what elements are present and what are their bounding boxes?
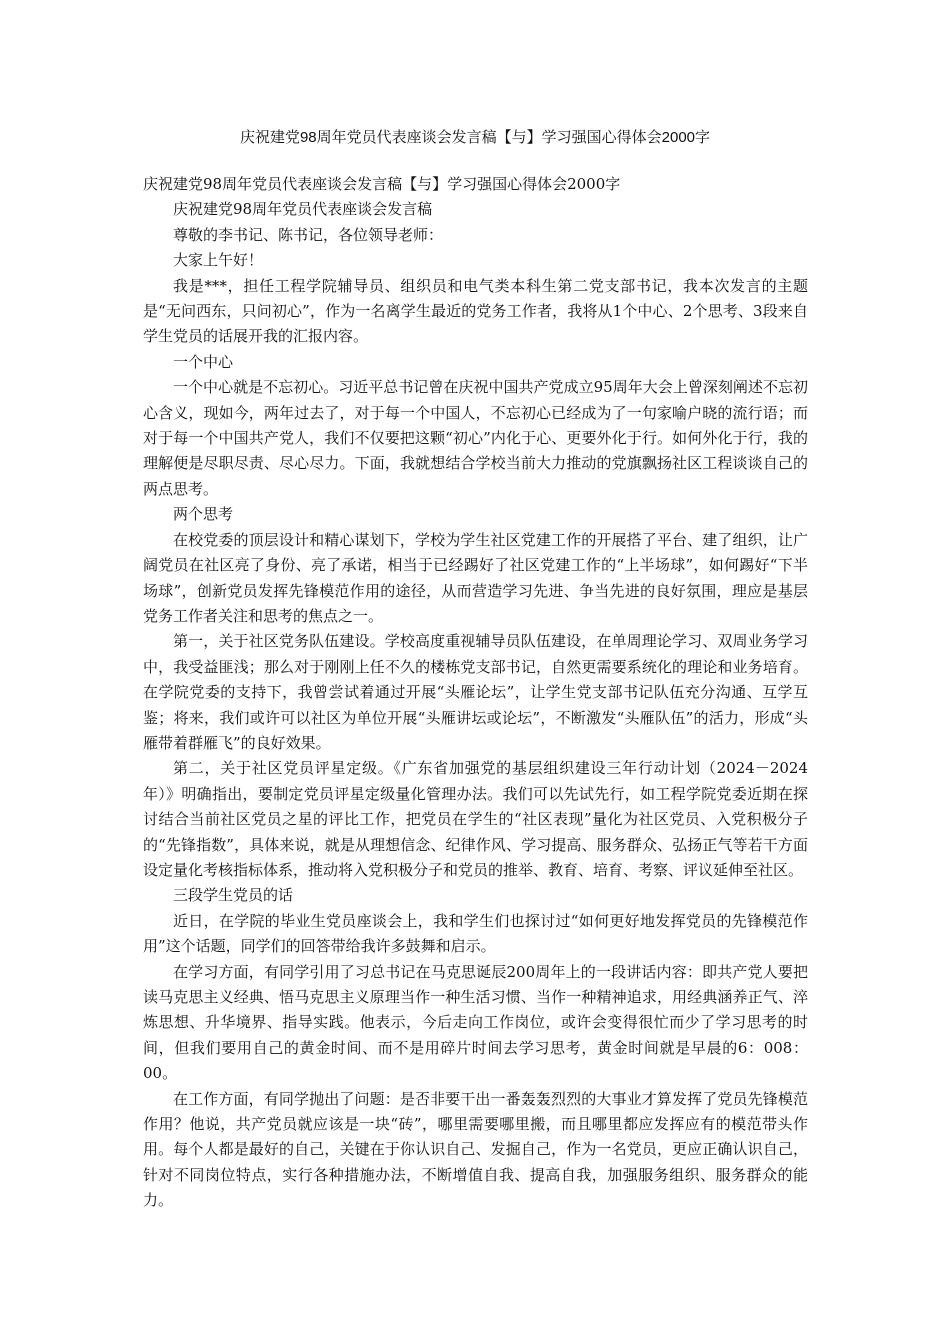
- paragraph: 第二，关于社区党员评星定级。《广东省加强党的基层组织建设三年行动计划（2024－2024年）》明确指出，要制定党员评星定级量化管理办法。我们可以先试先行，如工程学院党委近期在探讨结合当前社区党员之星的评比工作，把党员在学生的“社区表现”量化为社区党员、入党积极分子的“先锋指数”，具体来说，就是从理想信念、纪律作风、学习提高、服务群众、弘扬正气等若干方面设定量化考核指标体系，推动将入党积极分子和党员的推举、教育、培育、考察、评议延伸至社区。: [143, 759, 808, 879]
- paragraph: 尊敬的李书记、陈书记，各位领导老师：: [173, 225, 444, 244]
- document-body: [143, 172, 808, 1214]
- paragraph: 在校党委的顶层设计和精心谋划下，学校为学生社区党建工作的开展搭了平台、建了组织，让广阔党员在社区亮了身份、亮了承诺，相当于已经踢好了社区党建工作的“上半场球”，如何踢好“下半场球”，创新党员发挥先锋模范作用的途径，从而营造学习先进、争当先进的良好氛围，理应是基层党务工作者关注和思考的焦点之一。: [143, 530, 808, 625]
- paragraph: 两个思考: [173, 505, 234, 524]
- paragraph: 庆祝建党98周年党员代表座谈会发言稿: [173, 200, 433, 219]
- page-title: 庆祝建党98周年党员代表座谈会发言稿【与】学习强国心得体会2000字: [239, 129, 711, 146]
- paragraph: 第一，关于社区党务队伍建设。学校高度重视辅导员队伍建设，在单周理论学习、双周业务学习中，我受益匪浅；那么对于刚刚上任不久的楼栋党支部书记，自然更需要系统化的理论和业务培育。在学院党委的支持下，我曾尝试着通过开展“头雁论坛”，让学生党支部书记队伍充分沟通、互学互鉴；将来，我们或许可以社区为单位开展“头雁讲坛或论坛”，不断激发“头雁队伍”的活力，形成“头雁带着群雁飞”的良好效果。: [143, 632, 808, 752]
- paragraph: 在工作方面，有同学抛出了问题：是否非要干出一番轰轰烈烈的大事业才算发挥了党员先锋模范作用？他说，共产党员就应该是一块“砖”，哪里需要哪里搬，而且哪里都应发挥应有的模范带头作用。每个人都是最好的自己，关键在于你认识自己、发掘自己，作为一名党员，更应正确认识自己，针对不同岗位特点，实行各种措施办法，不断增值自我、提高自我，加强服务组织、服务群众的能力。: [143, 1089, 808, 1210]
- paragraph: 近日，在学院的毕业生党员座谈会上，我和学生们也探讨过“如何更好地发挥党员的先锋模范作用”这个话题，同学们的回答带给我许多鼓舞和启示。: [143, 911, 808, 956]
- paragraph: 庆祝建党98周年党员代表座谈会发言稿【与】学习强国心得体会2000字: [143, 175, 621, 193]
- paragraph: 一个中心: [173, 352, 234, 371]
- paragraph: 三段学生党员的话: [173, 886, 294, 905]
- paragraph: 大家上午好！: [173, 251, 264, 270]
- paragraph: 在学习方面，有同学引用了习总书记在马克思诞辰200周年上的一段讲话内容：即共产党人要把读马克思主义经典、悟马克思主义原理当作一种生活习惯、当作一种精神追求，用经典涵养正气、淬炼思想、升华境界、指导实践。他表示，今后走向工作岗位，或许会变得很忙而少了学习思考的时间，但我们要用自己的黄金时间、而不是用碎片时间去学习思考，黄金时间就是早晨的6：008：00。: [143, 962, 808, 1083]
- paragraph: 我是***，担任工程学院辅导员、组织员和电气类本科生第二党支部书记，我本次发言的主题是“无问西东，只问初心”，作为一名离学生最近的党务工作者，我将从1个中心、2个思考、3段来自学生党员的话展开我的汇报内容。: [143, 276, 808, 346]
- paragraph: 一个中心就是不忘初心。习近平总书记曾在庆祝中国共产党成立95周年大会上曾深刻阐述不忘初心含义，现如今，两年过去了，对于每一个中国人，不忘初心已经成为了一句家喻户晓的流行语；而对于每一个中国共产党人，我们不仅要把这颗“初心”内化于心、更要外化于行。如何外化于行，我的理解便是尽职尽责、尽心尽力。下面，我就想结合学校当前大力推动的党旗飘扬社区工程谈谈自己的两点思考。: [143, 378, 808, 498]
